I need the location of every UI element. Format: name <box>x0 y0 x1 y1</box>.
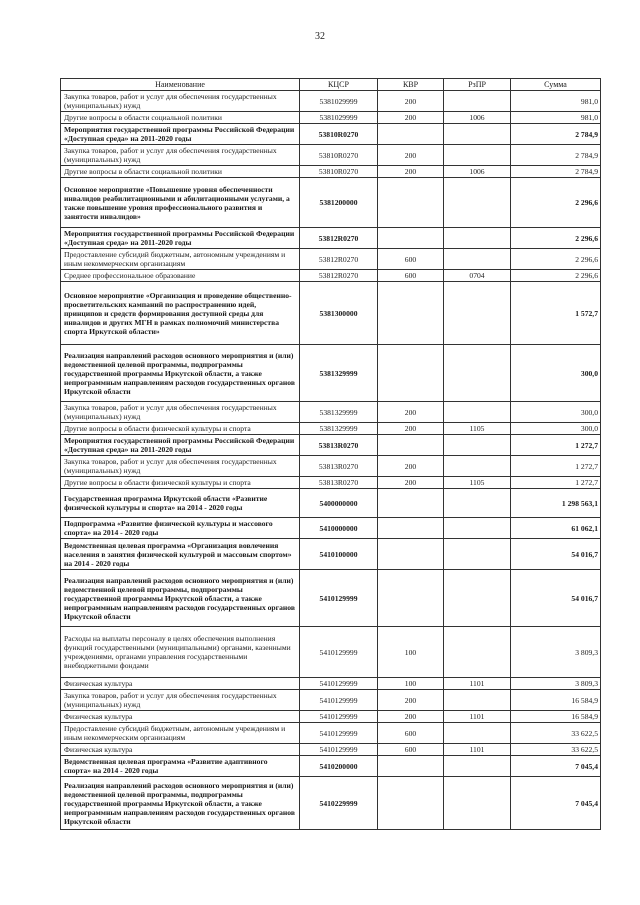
row-kcsr: 5381200000 <box>300 178 378 228</box>
row-kcsr: 5410100000 <box>300 539 378 570</box>
row-rzpr <box>444 124 511 145</box>
row-name: Реализация направлений расходов основного мероприятия и (или) ведомственной целевой программы, подпрограммы государственной программы Иркутской области, а также непрограммным направлениям расходов государственных органов Иркутской области <box>61 777 300 830</box>
row-rzpr <box>444 690 511 711</box>
row-rzpr <box>444 539 511 570</box>
row-kvr: 200 <box>378 91 444 112</box>
table-row <box>61 145 601 166</box>
row-sum: 2 784,9 <box>511 145 601 166</box>
row-kvr <box>378 228 444 249</box>
table-row <box>61 489 601 518</box>
row-kcsr: 5381029999 <box>300 91 378 112</box>
table-header-row <box>61 79 601 91</box>
row-kcsr: 5410129999 <box>300 711 378 723</box>
table-row <box>61 456 601 477</box>
row-sum: 1 272,7 <box>511 435 601 456</box>
row-rzpr <box>444 345 511 402</box>
header-kcsr: КЦСР <box>300 79 378 91</box>
table-row <box>61 91 601 112</box>
row-kvr <box>378 124 444 145</box>
row-kvr <box>378 777 444 830</box>
row-name: Мероприятия государственной программы Российской Федерации «Доступная среда» на 2011-2020 годы <box>61 124 300 145</box>
row-kvr: 100 <box>378 678 444 690</box>
row-rzpr: 1105 <box>444 477 511 489</box>
row-kvr <box>378 489 444 518</box>
row-name: Предоставление субсидий бюджетным, автономным учреждениям и иным некоммерческим организациям <box>61 723 300 744</box>
row-kcsr: 5410000000 <box>300 518 378 539</box>
table-row <box>61 112 601 124</box>
row-name: Государственная программа Иркутской области «Развитие физической культуры и спорта» на 2014 - 2020 годы <box>61 489 300 518</box>
row-kvr: 600 <box>378 744 444 756</box>
row-rzpr <box>444 435 511 456</box>
row-rzpr: 1006 <box>444 112 511 124</box>
table-row <box>61 756 601 777</box>
row-sum: 300,0 <box>511 402 601 423</box>
row-name: Другие вопросы в области физической культуры и спорта <box>61 477 300 489</box>
table-row <box>61 627 601 678</box>
row-name: Мероприятия государственной программы Российской Федерации «Доступная среда» на 2011-2020 годы <box>61 435 300 456</box>
row-kcsr: 5400000000 <box>300 489 378 518</box>
row-sum: 1 272,7 <box>511 456 601 477</box>
row-kcsr: 5381329999 <box>300 345 378 402</box>
row-kcsr: 53810R0270 <box>300 145 378 166</box>
page-number: 32 <box>315 31 325 42</box>
row-name: Реализация направлений расходов основного мероприятия и (или) ведомственной целевой программы, подпрограммы государственной программы Иркутской области, а также непрограммным направлениям расходов государственных органов Иркутской области <box>61 345 300 402</box>
row-sum: 54 016,7 <box>511 539 601 570</box>
row-name: Расходы на выплаты персоналу в целях обеспечения выполнения функций государственными (муниципальными) органами, казенными учреждениями, органами управления государственными внебюджетными фондами <box>61 627 300 678</box>
row-kvr <box>378 282 444 345</box>
row-kvr: 600 <box>378 249 444 270</box>
row-kcsr: 5410129999 <box>300 678 378 690</box>
row-kvr <box>378 518 444 539</box>
row-sum: 54 016,7 <box>511 570 601 627</box>
table-row <box>61 345 601 402</box>
table-row <box>61 282 601 345</box>
table-row <box>61 249 601 270</box>
row-name: Физическая культура <box>61 711 300 723</box>
row-name: Ведомственная целевая программа «Развитие адаптивного спорта» на 2014 - 2020 годы <box>61 756 300 777</box>
row-sum: 1 572,7 <box>511 282 601 345</box>
row-rzpr <box>444 518 511 539</box>
row-kvr <box>378 756 444 777</box>
row-name: Основное мероприятие «Организация и проведение общественно-просветительских кампаний по распространению идей, принципов и средств формирования доступной среды для инвалидов и других МГН в рамках полномочий министерства спорта Иркутской области» <box>61 282 300 345</box>
row-kvr <box>378 570 444 627</box>
row-rzpr <box>444 489 511 518</box>
row-kvr: 200 <box>378 690 444 711</box>
row-kcsr: 5410129999 <box>300 723 378 744</box>
row-sum: 2 296,6 <box>511 270 601 282</box>
row-sum: 7 045,4 <box>511 777 601 830</box>
row-kvr: 600 <box>378 270 444 282</box>
row-kvr: 200 <box>378 402 444 423</box>
row-sum: 2 784,9 <box>511 124 601 145</box>
row-kcsr: 53812R0270 <box>300 270 378 282</box>
row-rzpr: 0704 <box>444 270 511 282</box>
row-kcsr: 5381029999 <box>300 112 378 124</box>
row-sum: 981,0 <box>511 112 601 124</box>
row-rzpr <box>444 723 511 744</box>
table-row <box>61 435 601 456</box>
row-kcsr: 5381329999 <box>300 402 378 423</box>
row-name: Закупка товаров, работ и услуг для обеспечения государственных (муниципальных) нужд <box>61 402 300 423</box>
table-row <box>61 744 601 756</box>
row-kvr <box>378 539 444 570</box>
row-kcsr: 53813R0270 <box>300 456 378 477</box>
table-row <box>61 723 601 744</box>
row-name: Основное мероприятие «Повышение уровня обеспеченности инвалидов реабилитационными и абилитационными услугами, а также повышение уровня профессионального развития и занятости инвалидов» <box>61 178 300 228</box>
row-rzpr: 1105 <box>444 423 511 435</box>
header-rzpr: РзПР <box>444 79 511 91</box>
row-rzpr: 1101 <box>444 744 511 756</box>
row-name: Закупка товаров, работ и услуг для обеспечения государственных (муниципальных) нужд <box>61 145 300 166</box>
table-row <box>61 539 601 570</box>
row-kcsr: 53813R0270 <box>300 477 378 489</box>
row-sum: 7 045,4 <box>511 756 601 777</box>
row-kvr <box>378 178 444 228</box>
row-kcsr: 5410129999 <box>300 690 378 711</box>
table-row <box>61 711 601 723</box>
row-name: Мероприятия государственной программы Российской Федерации «Доступная среда» на 2011-2020 годы <box>61 228 300 249</box>
row-name: Реализация направлений расходов основного мероприятия и (или) ведомственной целевой программы, подпрограммы государственной программы Иркутской области, а также непрограммным направлениям расходов государственных органов Иркутской области <box>61 570 300 627</box>
row-kvr: 200 <box>378 423 444 435</box>
row-kcsr: 5381300000 <box>300 282 378 345</box>
row-sum: 16 584,9 <box>511 690 601 711</box>
row-name: Закупка товаров, работ и услуг для обеспечения государственных (муниципальных) нужд <box>61 690 300 711</box>
table-row <box>61 228 601 249</box>
row-name: Другие вопросы в области физической культуры и спорта <box>61 423 300 435</box>
row-kvr <box>378 435 444 456</box>
budget-table <box>60 78 601 830</box>
table-row <box>61 518 601 539</box>
row-rzpr <box>444 91 511 112</box>
row-rzpr <box>444 178 511 228</box>
row-name: Предоставление субсидий бюджетным, автономным учреждениям и иным некоммерческим организациям <box>61 249 300 270</box>
table-row <box>61 270 601 282</box>
table-row <box>61 570 601 627</box>
row-sum: 61 062,1 <box>511 518 601 539</box>
row-sum: 1 298 563,1 <box>511 489 601 518</box>
table-row <box>61 178 601 228</box>
row-rzpr <box>444 627 511 678</box>
row-kcsr: 53812R0270 <box>300 228 378 249</box>
row-sum: 2 296,6 <box>511 228 601 249</box>
row-sum: 33 622,5 <box>511 723 601 744</box>
row-rzpr <box>444 402 511 423</box>
row-kcsr: 53812R0270 <box>300 249 378 270</box>
row-kcsr: 5410129999 <box>300 570 378 627</box>
row-kcsr: 5410129999 <box>300 744 378 756</box>
row-sum: 3 809,3 <box>511 678 601 690</box>
row-rzpr <box>444 756 511 777</box>
row-kcsr: 53810R0270 <box>300 124 378 145</box>
row-kcsr: 5410200000 <box>300 756 378 777</box>
table-row <box>61 124 601 145</box>
row-kvr: 200 <box>378 166 444 178</box>
row-rzpr <box>444 570 511 627</box>
table-row <box>61 678 601 690</box>
row-kvr: 200 <box>378 477 444 489</box>
row-kcsr: 5410229999 <box>300 777 378 830</box>
row-kvr: 200 <box>378 711 444 723</box>
row-sum: 3 809,3 <box>511 627 601 678</box>
table-body <box>61 91 601 830</box>
row-name: Закупка товаров, работ и услуг для обеспечения государственных (муниципальных) нужд <box>61 91 300 112</box>
table-row <box>61 402 601 423</box>
row-sum: 2 296,6 <box>511 249 601 270</box>
row-sum: 16 584,9 <box>511 711 601 723</box>
row-sum: 981,0 <box>511 91 601 112</box>
row-kvr: 200 <box>378 112 444 124</box>
row-name: Другие вопросы в области социальной политики <box>61 112 300 124</box>
table-row <box>61 423 601 435</box>
row-kcsr: 5381329999 <box>300 423 378 435</box>
row-name: Закупка товаров, работ и услуг для обеспечения государственных (муниципальных) нужд <box>61 456 300 477</box>
row-name: Другие вопросы в области социальной политики <box>61 166 300 178</box>
row-name: Физическая культура <box>61 678 300 690</box>
row-kvr <box>378 345 444 402</box>
row-kvr: 200 <box>378 145 444 166</box>
row-name: Физическая культура <box>61 744 300 756</box>
row-rzpr <box>444 145 511 166</box>
table-row <box>61 477 601 489</box>
row-sum: 300,0 <box>511 345 601 402</box>
row-sum: 1 272,7 <box>511 477 601 489</box>
row-kvr: 600 <box>378 723 444 744</box>
row-kcsr: 5410129999 <box>300 627 378 678</box>
row-sum: 300,0 <box>511 423 601 435</box>
table-row <box>61 690 601 711</box>
row-rzpr: 1101 <box>444 678 511 690</box>
row-name: Среднее профессиональное образование <box>61 270 300 282</box>
row-kvr: 100 <box>378 627 444 678</box>
row-name: Ведомственная целевая программа «Организация вовлечения населения в занятия физической культурой и массовым спортом» на 2014 - 2020 годы <box>61 539 300 570</box>
row-kcsr: 53813R0270 <box>300 435 378 456</box>
row-rzpr: 1101 <box>444 711 511 723</box>
row-kcsr: 53810R0270 <box>300 166 378 178</box>
row-rzpr <box>444 282 511 345</box>
row-rzpr <box>444 456 511 477</box>
row-sum: 33 622,5 <box>511 744 601 756</box>
row-rzpr <box>444 228 511 249</box>
row-rzpr: 1006 <box>444 166 511 178</box>
table-row <box>61 166 601 178</box>
table-row <box>61 777 601 830</box>
row-rzpr <box>444 777 511 830</box>
row-sum: 2 296,6 <box>511 178 601 228</box>
header-name: Наименование <box>61 79 300 91</box>
header-sum: Сумма <box>511 79 601 91</box>
row-name: Подпрограмма «Развитие физической культуры и массового спорта» на 2014 - 2020 годы <box>61 518 300 539</box>
row-kvr: 200 <box>378 456 444 477</box>
row-sum: 2 784,9 <box>511 166 601 178</box>
header-kvr: КВР <box>378 79 444 91</box>
row-rzpr <box>444 249 511 270</box>
